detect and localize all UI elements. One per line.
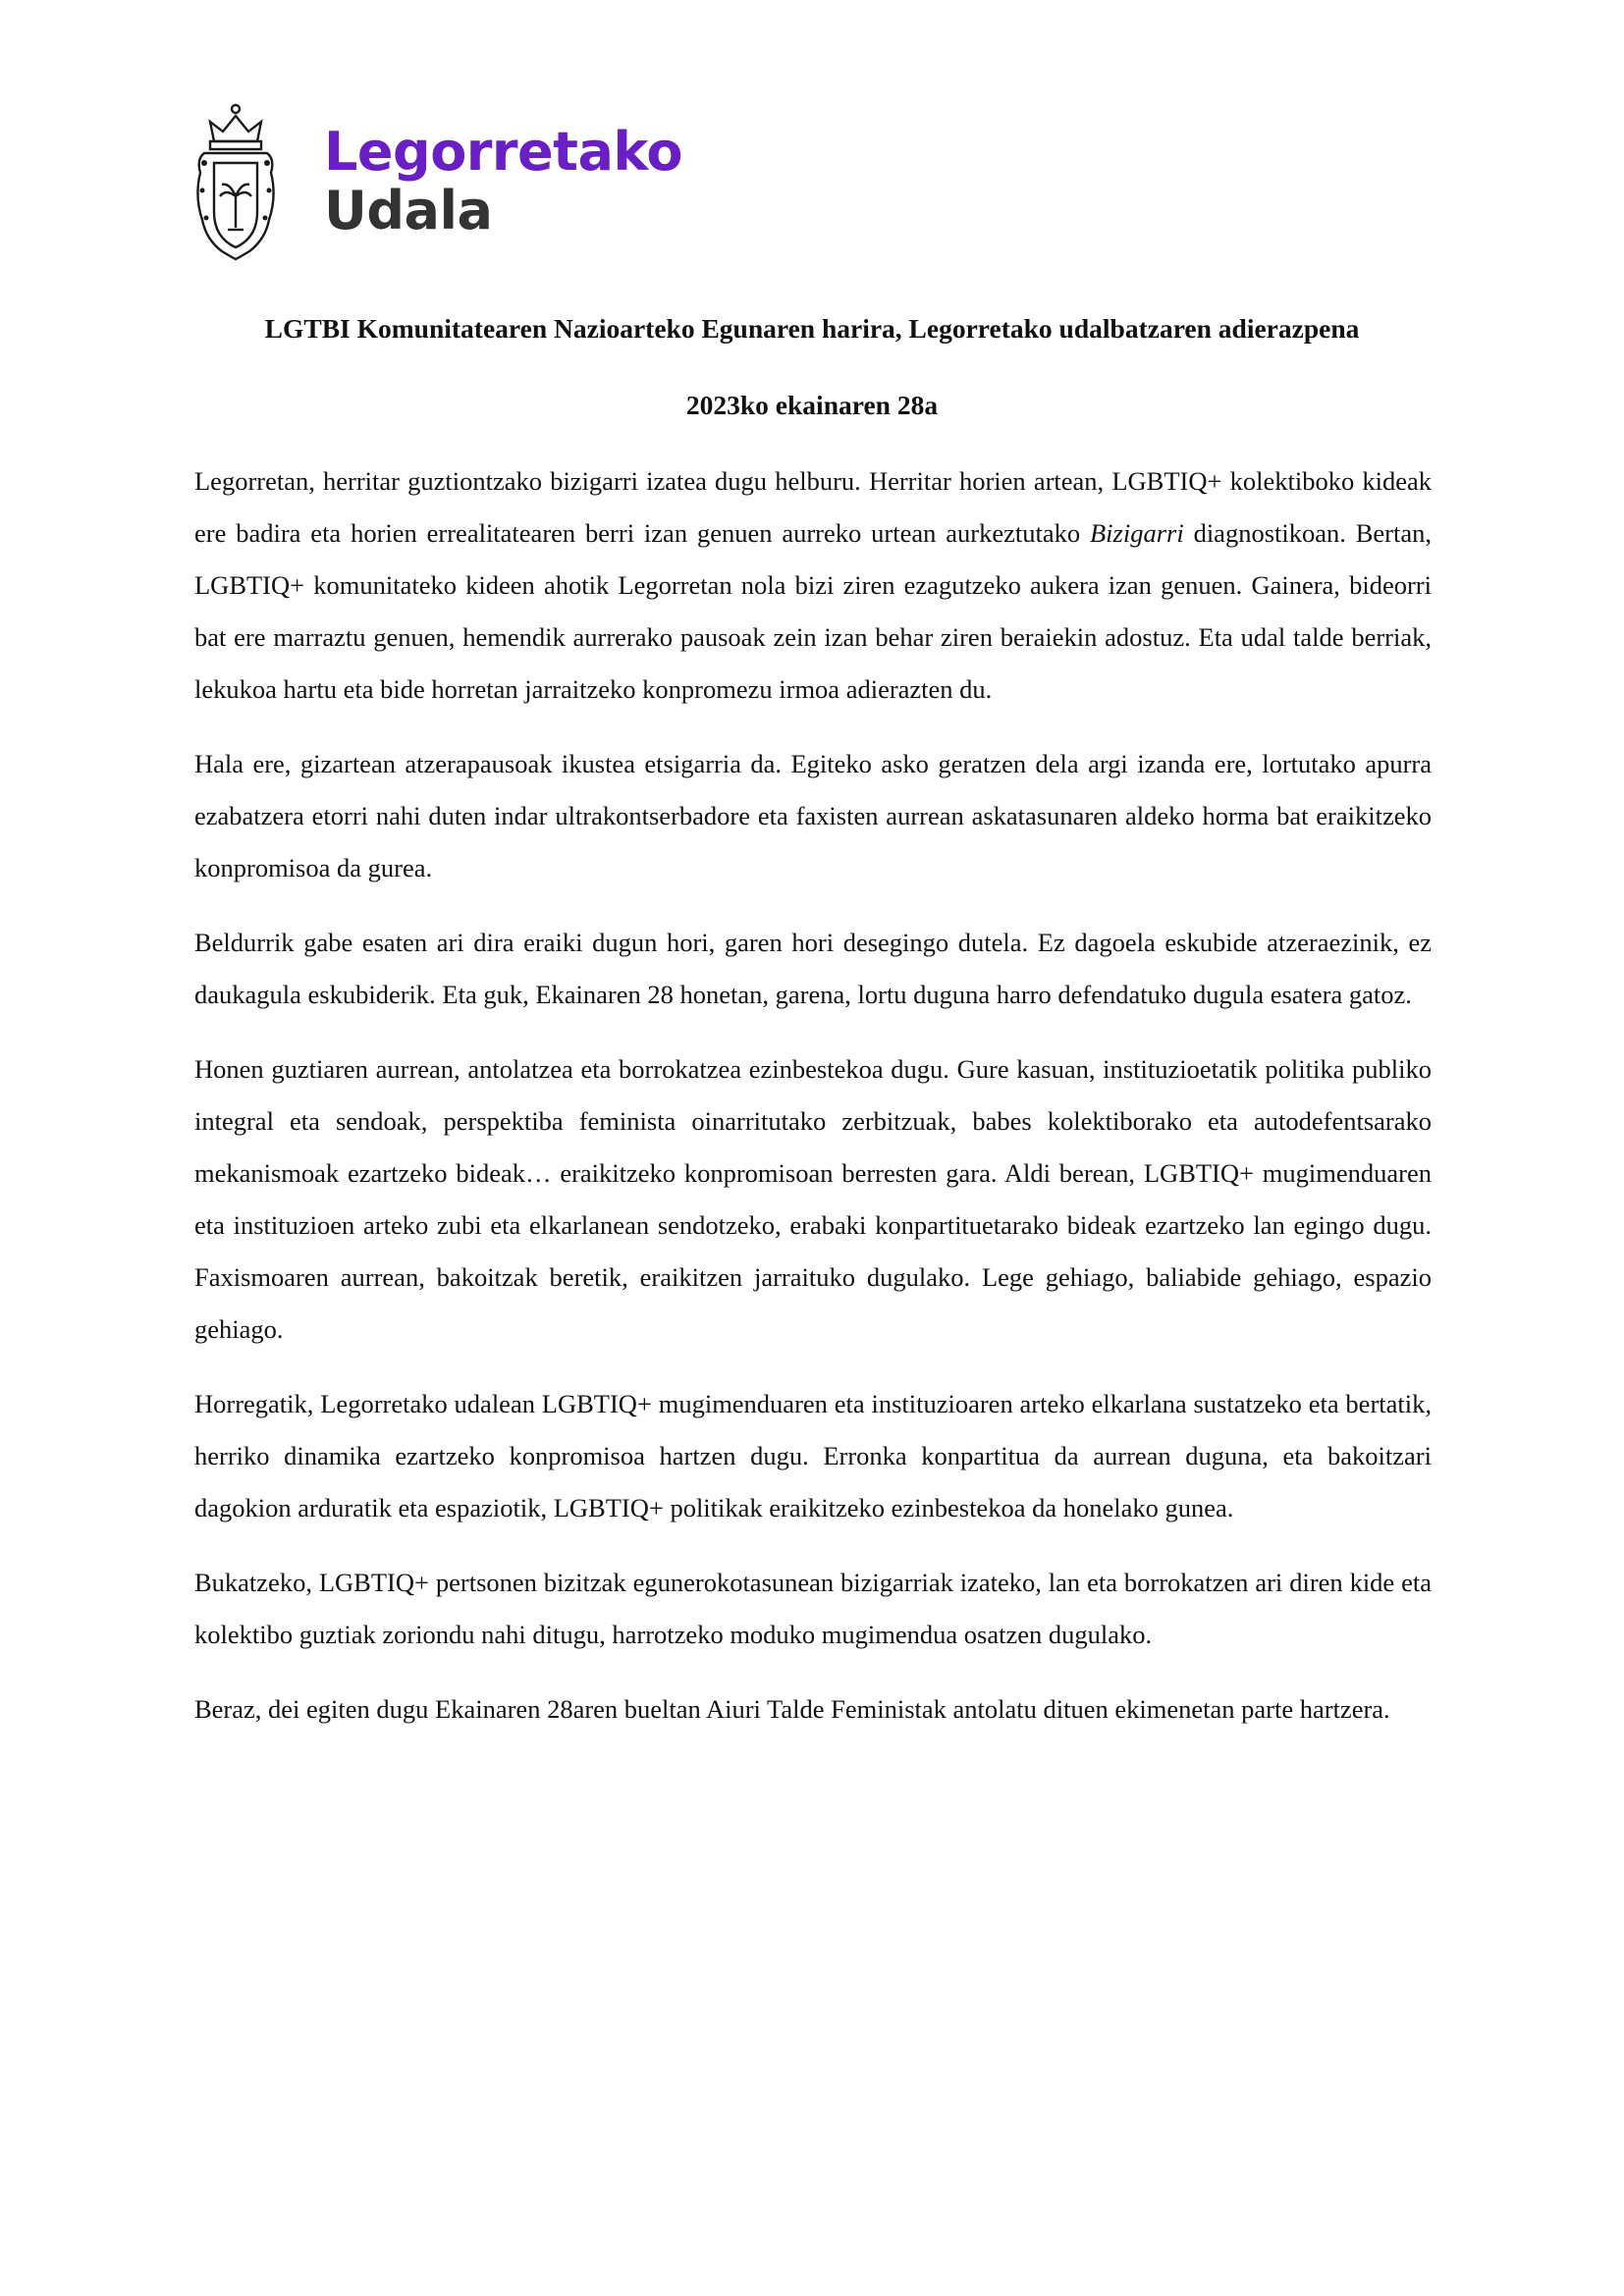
paragraph-6: Bukatzeko, LGBTIQ+ pertsonen bizitzak egunerokotasunean bizigarriak izateko, lan eta borrokatzen ari diren kide eta kolektibo guztiak zoriondu nahi ditugu, harrotzeko moduko mugimendua osatzen dugulako.	[194, 1568, 1432, 1649]
paragraph-5: Horregatik, Legorretako udalean LGBTIQ+ mugimenduaren eta instituzioaren arteko elkarlana sustatzeko eta bertatik, herriko dinamika ezartzeko konpromisoa hartzen dugu. Erronka konpartitua da aurrean duguna, eta bakoitzari dagokion arduratik eta espaziotik, LGBTIQ+ politikak eraikitzeko ezinbestekoa da honelako gunea.	[194, 1389, 1432, 1522]
logo-wordmark	[324, 121, 682, 241]
logo-line-2: Udala	[324, 180, 493, 241]
paragraph-4: Honen guztiaren aurrean, antolatzea eta borrokatzea ezinbestekoa dugu. Gure kasuan, instituzioetatik politika publiko integral eta sendoak, perspektiba feminista oinarritutako zerbitzuak, babes kolektiborako eta autodefentsarako mekanismoak ezartzeko bideak… eraikitzeko konpromisoan berresten gara. Aldi berean, LGBTIQ+ mugimenduaren eta instituzioen arteko zubi eta elkarlanean sendotzeko, erabaki konpartituetarako bideak ezartzeko lan egingo dugu. Faxismoaren aurrean, bakoitzak beretik, eraikitzen jarraituko dugulako. Lege gehiago, baliabide gehiago, espazio gehiago.	[194, 1054, 1432, 1344]
logo-line-1: Legorretako	[324, 121, 682, 183]
paragraph-1-text-a: Legorretan, herritar guztiontzako bizigarri izatea dugu helburu. Herritar horien artean, LGBTIQ+ kolektiboko kideak ere badira eta horien errealitatearen berri izan genuen aurreko urtean aurkeztutako	[194, 466, 1432, 548]
coat-of-arms-icon	[192, 102, 279, 261]
document-body	[194, 455, 1432, 1758]
paragraph-7: Beraz, dei egiten dugu Ekainaren 28aren bueltan Aiuri Talde Feministak antolatu dituen ekimenetan parte hartzera.	[194, 1694, 1390, 1724]
paragraph-2: Hala ere, gizartean atzerapausoak ikustea etsigarria da. Egiteko asko geratzen dela argi izanda ere, lortutako apurra ezabatzera etorri nahi duten indar ultrakontserbadore eta faxisten aurrean askatasunaren aldeko horma bat eraikitzeko konpromisoa da gurea.	[194, 749, 1432, 882]
paragraph-3: Beldurrik gabe esaten ari dira eraiki dugun hori, garen hori desegingo dutela. Ez dagoela eskubide atzeraezinik, ez daukagula eskubiderik. Eta guk, Ekainaren 28 honetan, garena, lortu duguna harro defendatuko dugula esatera gatoz.	[194, 928, 1432, 1009]
municipality-logo	[192, 102, 682, 261]
document-date: 2023ko ekainaren 28a	[685, 390, 939, 420]
paragraph-1-text-b: diagnostikoan. Bertan, LGBTIQ+ komunitateko kideen ahotik Legorretan nola bizi ziren ezagutzeko aukera izan genuen. Gainera, bideorri bat ere marraztu genuen, hemendik aurrerako pausoak zein izan behar ziren beraiekin adostuz. Eta udal talde berriak, lekukoa hartu eta bide horretan jarraitzeko konpromezu irmoa adierazten du.	[194, 518, 1433, 704]
paragraph-1	[194, 455, 1432, 716]
document-title: LGTBI Komunitatearen Nazioarteko Egunaren harira, Legorretako udalbatzaren adierazpena	[264, 313, 1360, 344]
paragraph-1-italic-term: Bizigarri	[1089, 518, 1184, 548]
